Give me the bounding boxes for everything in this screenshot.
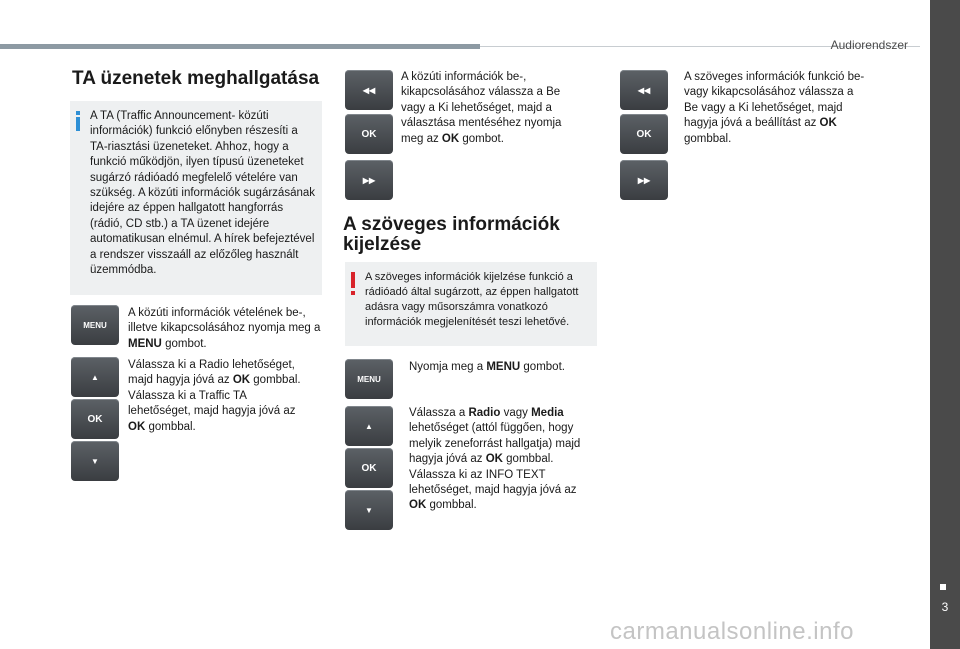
ok-button-image (620, 114, 668, 154)
section-title: Audiorendszer (830, 38, 908, 52)
ta-info-text: A TA (Traffic Announcement- közúti információk) funkció előnyben részesíti a TA-riasztási üzeneteket. Ahhoz, hogy a funkció működjön, ilyen típusú üzeneteket sugárzó rádióadó megfelelő vételére van szükség. A közúti információk sugárzásának idejére az éppen hallgatott hangforrás (rádió, CD stb.) a TA üzenet idejére automatikusan elnémul. A hírek befejeztével a rendszer visszaáll az előzőleg használt üzemmódba. (90, 110, 316, 277)
text-bold: OK (409, 499, 427, 512)
text-part: gombbal. Válassza ki a Traffic TA lehetőséget, majd hagyja jóvá az (128, 374, 301, 418)
ta-step2-text (128, 358, 312, 435)
text-part: Válassza a (409, 407, 469, 419)
up-button-image (71, 357, 119, 397)
page-marker (940, 584, 946, 590)
text-bold: OK (232, 374, 251, 387)
text-part: gombot. (459, 132, 504, 145)
menu-button-image (345, 359, 393, 399)
page-number: 3 (941, 600, 949, 614)
text-part: A szöveges információk funkció be- vagy kikapcsolásához válassza a Be vagy a Ki lehetőséget, majd hagyja jóvá a beállítást az (684, 71, 865, 130)
next-button-image (345, 160, 393, 200)
rewind-icon: ◀◀ (362, 85, 376, 95)
up-button-image (345, 406, 393, 446)
up-arrow-icon: ▲ (91, 372, 99, 382)
down-button-image (71, 441, 119, 481)
text-info-step1 (409, 360, 589, 375)
watermark: carmanualsonline.info (610, 618, 854, 645)
ok-button-label: OK (636, 128, 652, 140)
menu-button-image (71, 305, 119, 345)
text-part: gombbal. (145, 420, 196, 433)
ok-button-label: OK (361, 462, 377, 474)
ta-step3-text (401, 70, 579, 147)
text-bold: Media (531, 407, 564, 419)
text-part: gombbal. (684, 132, 732, 145)
text-part: vagy (500, 407, 532, 419)
text-info-step2 (409, 406, 593, 514)
prev-button-image (345, 70, 393, 110)
text-part: Nyomja meg a (409, 361, 487, 373)
text-bold: OK (819, 117, 837, 130)
text-bold: MENU (486, 361, 521, 373)
text-part: A közúti információk vételének be-, illetve kikapcsolásához nyomja meg a (128, 307, 321, 335)
ok-button-label: OK (87, 413, 103, 425)
text-part: gombbal. (426, 499, 477, 512)
prev-button-image (620, 70, 668, 110)
ta-heading: TA üzenetek meghallgatása (72, 68, 320, 89)
text-part: gombbal. Válassza ki az INFO TEXT lehetőséget, majd hagyja jóvá az (409, 453, 577, 497)
text-info-warning: A szöveges információk kijelzése funkció a rádióadó által sugárzott, az éppen hallgatott adásra vagy műsorszámra vonatkozó információk megjelenítését teszi lehetővé. (365, 271, 579, 328)
rewind-icon: ◀◀ (637, 85, 651, 95)
ok-button-image (345, 448, 393, 488)
ta-step1-text (128, 306, 324, 352)
menu-button-label: MENU (357, 374, 381, 384)
text-bold: OK (485, 453, 503, 466)
fast-forward-icon: ▶▶ (637, 175, 651, 185)
text-info-warning-box (345, 262, 597, 346)
ta-info-box (70, 101, 322, 295)
header-rule (0, 44, 480, 49)
text-part: Válassza ki a Radio lehetőséget, majd hagyja jóvá az (128, 359, 295, 387)
ok-button-image (71, 399, 119, 439)
text-part: A közúti információk be-, kikapcsolásához válassza a Be vagy a Ki lehetőséget, majd a választása mentéséhez nyomja meg az (401, 71, 562, 145)
text-info-heading: A szöveges információk kijelzése (343, 214, 560, 255)
ok-button-image (345, 114, 393, 154)
text-bold: OK (128, 420, 146, 433)
fast-forward-icon: ▶▶ (362, 175, 376, 185)
text-bold: Radio (468, 407, 501, 419)
up-arrow-icon: ▲ (365, 421, 373, 431)
down-arrow-icon: ▼ (91, 456, 99, 466)
text-info-step3 (684, 70, 866, 147)
next-button-image (620, 160, 668, 200)
ok-button-label: OK (361, 128, 377, 140)
down-arrow-icon: ▼ (365, 505, 373, 515)
text-part: gombot. (520, 361, 565, 373)
menu-button-label: MENU (83, 320, 107, 330)
text-part: lehetőséget (attól függően, hogy melyik zeneforrást hallgatja) majd hagyja jóvá az (409, 422, 581, 466)
chapter-sidebar (930, 0, 960, 649)
down-button-image (345, 490, 393, 530)
text-bold: MENU (128, 337, 162, 350)
text-part: gombot. (161, 337, 207, 350)
text-bold: OK (441, 132, 460, 145)
